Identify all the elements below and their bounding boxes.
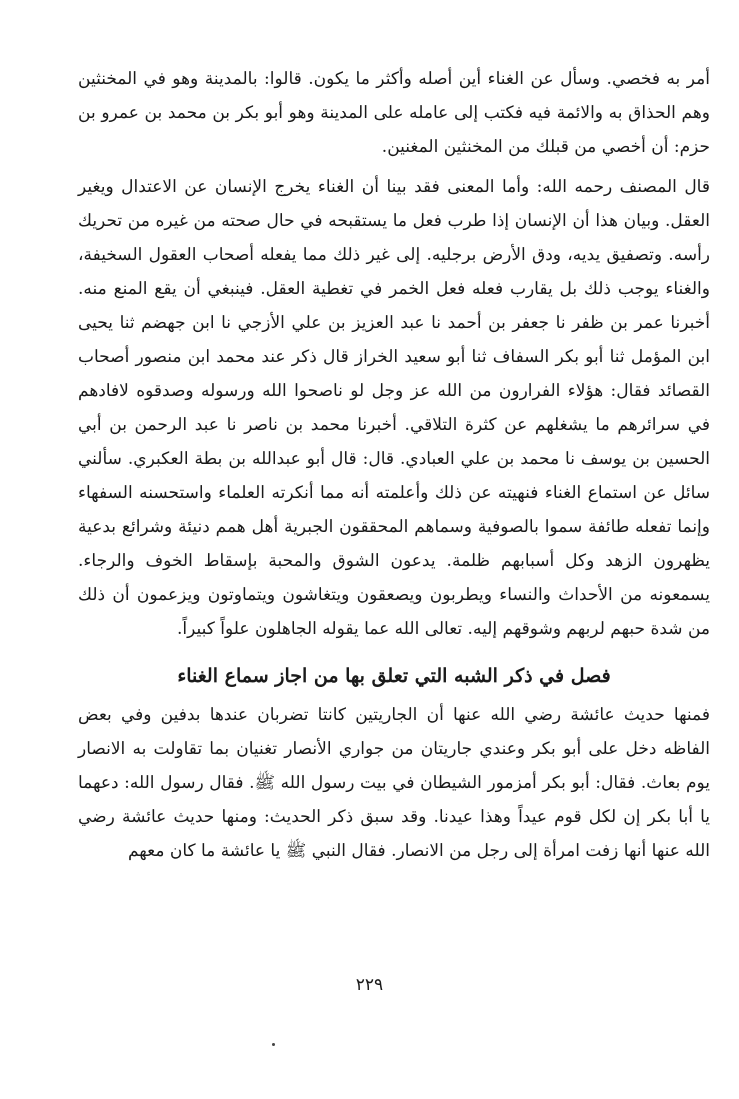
page-number: ٢٢٩ xyxy=(355,975,384,995)
scan-speck xyxy=(272,1043,275,1046)
paragraph-opening: أمر به فخصي. وسأل عن الغناء أين أصله وأكثر ما يكون. قالوا: بالمدينة وهو في المخنثين وهم الحذاق به والائمة فيه فكتب إلى عامله على المدينة وهو أبو بكر بن محمد بن عمرو بن حزم: أن أخصي من قبلك من المخنثين المغنين. xyxy=(78,69,710,157)
paragraph-author-commentary: قال المصنف رحمه الله: وأما المعنى فقد بينا أن الغناء يخرج الإنسان عن الاعتدال ويغير العقل. وبيان هذا أن الإنسان إذا طرب فعل ما يستقبحه في حال صحته من غيره من تحريك رأسه. وتصفيق يديه، ودق الأرض برجليه. إلى غير ذلك مما يفعله أصحاب العقول السخيفة، والغناء يوجب ذلك بل يقارب فعله فعل الخمر في تغطية العقل. فينبغي أن يقع المنع منه. أخبرنا عمر بن ظفر نا جعفر بن أحمد نا عبد العزيز بن علي الأزجي نا ابن جهضم ثنا يحيى ابن المؤمل ثنا أبو بكر السفاف ثنا أبو سعيد الخراز قال ذكر عند محمد ابن منصور أصحاب القصائد فقال: هؤلاء الفرارون من الله عز وجل لو ناصحوا الله ورسوله وصدقوه لافادهم في سرائرهم ما يشغلهم عن كثرة التلاقي. أخبرنا محمد بن ناصر نا عبد الرحمن بن أبي الحسين بن يوسف نا محمد بن علي العبادي. قال: قال أبو عبدالله بن بطة العكبري. سألني سائل عن استماع الغناء فنهيته عن ذلك وأعلمته أنه مما أنكرته العلماء واستحسنه السفهاء وإنما تفعله طائفة سموا بالصوفية وسماهم المحققون الجبرية أهل همم دنيئة وشرائع بدعية يظهرون الزهد وكل أسبابهم ظلمة. يدعون الشوق والمحبة بإسقاط الخوف والرجاء. يسمعونه من الأحداث والنساء ويطربون ويصعقون ويتغاشون ويتماوتون ويزعمون أن ذلك من شدة حبهم لربهم وشوقهم إليه. تعالى الله عما يقوله الجاهلون علواً كبيراً. xyxy=(78,177,710,639)
page-body xyxy=(78,62,710,868)
paragraph-section-body: فمنها حديث عائشة رضي الله عنها أن الجاريتين كانتا تضربان عندها بدفين وفي بعض الفاظه دخل على أبو بكر وعندي جاريتان من جواري الأنصار تغنيان بما تقاولت به الانصار يوم بعاث. فقال: أبو بكر أمزمور الشيطان في بيت رسول الله ﷺ. فقال رسول الله: دعهما يا أبا بكر إن لكل قوم عيداً وهذا عيدنا. وقد سبق ذكر الحديث: ومنها حديث عائشة رضي الله عنها أنها زفت امرأة إلى رجل من الانصار. فقال النبي ﷺ يا عائشة ما كان معهم xyxy=(78,705,710,861)
section-heading: فصل في ذكر الشبه التي تعلق بها من اجاز سماع الغناء xyxy=(177,665,611,687)
